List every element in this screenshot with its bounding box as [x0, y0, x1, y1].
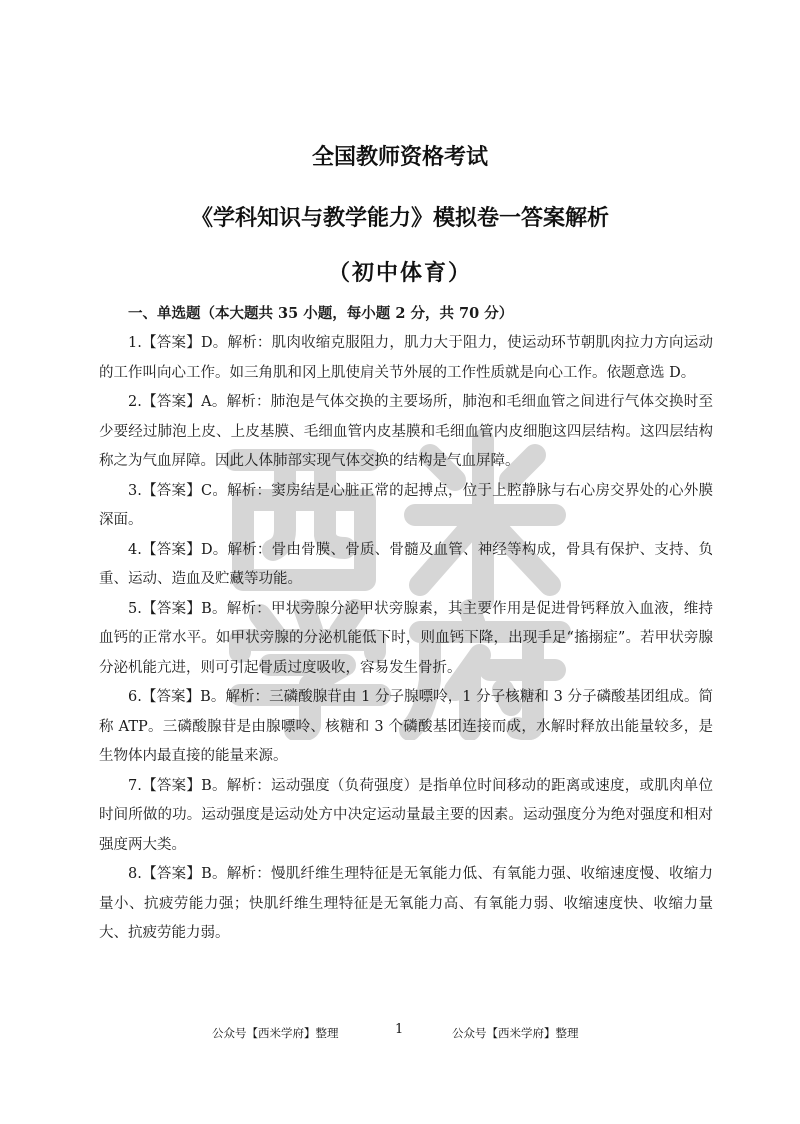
question-number: 7.	[128, 777, 142, 794]
answer-explanation: 解析：运动强度（负荷强度）是指单位时间移动的距离或速度，或肌肉单位时间所做的功。运动强度是运动处方中决定运动量最主要的因素。运动强度分为绝对强度和相对强度两大类。	[99, 777, 714, 853]
answer-choice: B。	[200, 689, 226, 705]
footer-source-right: 公众号【西米学府】整理	[452, 1026, 579, 1040]
section-heading: 一、单选题（本大题共 35 小题，每小题 2 分，共 70 分）	[128, 305, 514, 322]
answer-explanation: 解析：慢肌纤维生理特征是无氧能力低、有氧能力强、收缩速度慢、收缩力量小、抗疲劳能力强；快肌纤维生理特征是无氧能力高、有氧能力弱、收缩速度快、收缩力量大、抗疲劳能力弱。	[99, 866, 714, 941]
answer-choice: D。	[200, 541, 228, 558]
question-answer-3	[99, 477, 713, 536]
answer-tag: 【答案】	[141, 866, 202, 882]
question-number: 1.	[128, 335, 142, 351]
question-number: 8.	[128, 866, 142, 882]
answer-tag: 【答案】	[141, 541, 201, 558]
paper-subtitle: 《学科知识与教学能力》模拟卷一答案解析	[190, 206, 609, 231]
answer-tag: 【答案】	[141, 777, 202, 794]
answer-explanation: 解析：肺泡是气体交换的主要场所，肺泡和毛细血管之间进行气体交换时至少要经过肺泡上皮、上皮基膜、毛细血管内皮基膜和毛细血管内皮细胞这四层结构。这四层结构称之为气血屏障。因此人体肺部实现气体交换的结构是气血屏障。	[99, 394, 713, 469]
answer-tag: 【答案】	[141, 600, 202, 617]
question-number: 2.	[128, 394, 142, 410]
question-number: 5.	[128, 600, 142, 617]
page-footer	[0, 1023, 800, 1047]
answer-tag: 【答案】	[141, 335, 201, 351]
question-number: 6.	[128, 689, 142, 705]
answer-explanation: 解析：甲状旁腺分泌甲状旁腺素，其主要作用是促进骨钙释放入血液，维持血钙的正常水平。如甲状旁腺的分泌机能低下时，则血钙下降，出现手足“搐搦症”。若甲状旁腺分泌机能亢进，则可引起骨质过度吸收，容易发生骨折。	[99, 600, 714, 676]
answer-explanation: 解析：骨由骨膜、骨质、骨髓及血管、神经等构成，骨具有保护、支持、负重、运动、造血及贮藏等功能。	[99, 541, 713, 587]
question-answer-4	[99, 536, 713, 595]
answer-choice: A。	[201, 394, 227, 410]
page-number: 1	[395, 1022, 404, 1037]
answer-explanation: 解析：肌肉收缩克服阻力，肌力大于阻力，使运动环节朝肌肉拉力方向运动的工作叫向心工作。如三角肌和冈上肌使肩关节外展的工作性质就是向心工作。依题意选 D。	[99, 335, 713, 381]
answer-explanation: 解析：窦房结是心脏正常的起搏点，位于上腔静脉与右心房交界处的心外膜深面。	[99, 482, 713, 528]
footer-source-left: 公众号【西米学府】整理	[212, 1026, 339, 1040]
answer-explanation: 解析：三磷酸腺苷由 1 分子腺嘌呤，1 分子核糖和 3 分子磷酸基团组成。简称 ATP。三磷酸腺苷是由腺嘌呤、核糖和 3 个磷酸基团连接而成，水解时释放出能量较多，是生物体内最直接的能量来源。	[99, 689, 714, 764]
answer-tag: 【答案】	[141, 689, 201, 705]
answer-choice: D。	[200, 335, 228, 351]
question-answer-7	[99, 772, 713, 861]
answer-content	[99, 301, 713, 949]
question-answer-5	[99, 595, 713, 684]
exam-title: 全国教师资格考试	[311, 145, 488, 170]
question-number: 3.	[128, 482, 142, 499]
answer-choice: B。	[201, 866, 227, 882]
question-answer-6	[99, 683, 713, 772]
answer-choice: C。	[201, 482, 228, 499]
question-answer-2	[99, 388, 713, 477]
answer-tag: 【答案】	[141, 482, 202, 499]
question-answer-8	[99, 860, 713, 949]
answer-tag: 【答案】	[141, 394, 202, 410]
answer-choice: B。	[201, 777, 227, 794]
subject-label: （初中体育）	[327, 261, 472, 286]
question-number: 4.	[128, 541, 142, 558]
question-answer-1	[99, 329, 713, 388]
answer-choice: B。	[201, 600, 227, 617]
